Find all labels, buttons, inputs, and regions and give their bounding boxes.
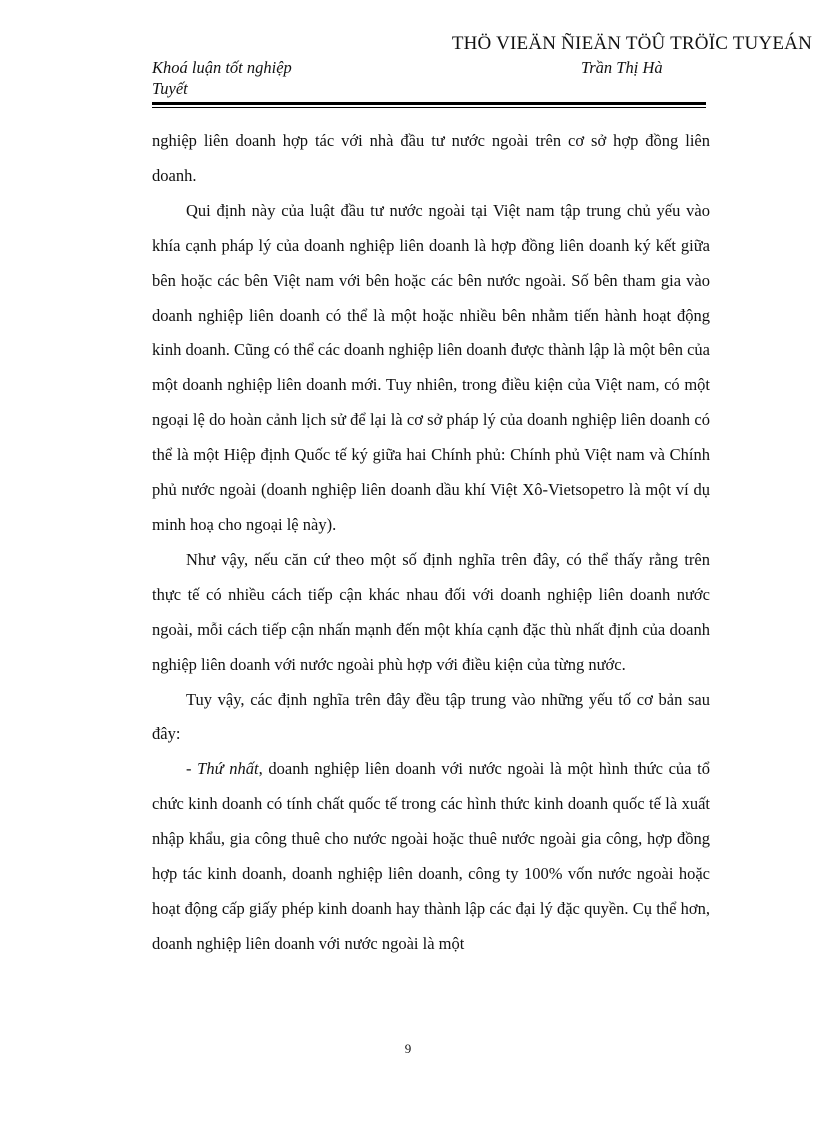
header-author-name: Trần Thị Hà	[581, 58, 663, 77]
page-number: 9	[404, 1041, 412, 1056]
header-author-name-continued: Tuyết	[152, 79, 188, 98]
header-thesis-title: Khoá luận tốt nghiệp	[152, 58, 292, 77]
emphasis-first: Thứ nhất	[197, 759, 259, 779]
first-factor-text: , doanh nghiệp liên doanh với nước ngoài là một hình thức của tổ chức kinh doanh có tính chất quốc tế trong các hình thức kinh doanh quốc tế là xuất nhập khẩu, gia công thuê cho nước ngoài hoặc thuê nước ngoài gia công, hợp đồng hợp tác kinh doanh, doanh nghiệp liên doanh, công ty 100% vốn nước ngoài hoặc hoạt động cấp giấy phép kinh doanh hay thành lập các đại lý đặc quyền. Cụ thể hơn, doanh nghiệp liên doanh với nước ngoài là một	[152, 759, 710, 953]
paragraph-first-factor	[152, 752, 710, 961]
document-body	[152, 124, 710, 962]
list-dash: -	[186, 759, 198, 779]
paragraph-legal-basis: Qui định này của luật đầu tư nước ngoài tại Việt nam tập trung chủ yếu vào khía cạnh pháp lý của doanh nghiệp liên doanh là hợp đồng liên doanh ký kết giữa bên hoặc các bên Việt nam với bên hoặc các bên nước ngoài. Số bên tham gia vào doanh nghiệp liên doanh có thể là một hoặc nhiều bên nhằm tiến hành hoạt động kinh doanh. Cũng có thể các doanh nghiệp liên doanh được thành lập là một bên của một doanh nghiệp liên doanh mới. Tuy nhiên, trong điều kiện của Việt nam, có một ngoại lệ do hoàn cảnh lịch sử để lại là cơ sở pháp lý của doanh nghiệp liên doanh có thể là một Hiệp định Quốc tế ký giữa hai Chính phủ: Chính phủ Việt nam và Chính phủ nước ngoài (doanh nghiệp liên doanh dầu khí Việt Xô-Vietsopetro là một ví dụ minh hoạ cho ngoại lệ này).	[152, 200, 710, 534]
paragraph-continuation: nghiệp liên doanh hợp tác với nhà đầu tư nước ngoài trên cơ sở hợp đồng liên doanh.	[152, 131, 710, 185]
library-watermark: THÖ VIEÄN ÑIEÄN TÖÛ TRÖÏC TUYEÁN	[451, 33, 812, 54]
header-rule-thick	[152, 102, 706, 105]
paragraph-basic-factors: Tuy vậy, các định nghĩa trên đây đều tập trung vào những yếu tố cơ bản sau đây:	[152, 689, 710, 744]
header-rule-thin	[152, 107, 706, 108]
paragraph-approaches: Như vậy, nếu căn cứ theo một số định nghĩa trên đây, có thể thấy rằng trên thực tế có nhiều cách tiếp cận khác nhau đối với doanh nghiệp liên doanh nước ngoài, mỗi cách tiếp cận nhấn mạnh đến một khía cạnh đặc thù nhất định của doanh nghiệp liên doanh với nước ngoài phù hợp với điều kiện của từng nước.	[152, 549, 710, 674]
